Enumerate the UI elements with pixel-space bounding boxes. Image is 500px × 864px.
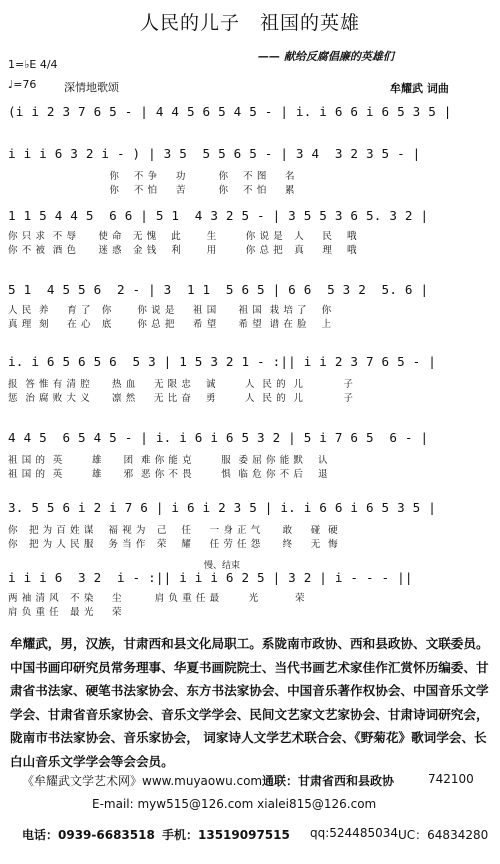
notation-line: i i i 6 3 2 i - :|| i i i 6 2 5 | 3 2 | i - - - || <box>8 570 413 585</box>
lyric-line: 报 答 惟 有 清 腔 热 血 无 限 忠 诚 人 民 的 儿 子 <box>8 379 354 390</box>
lyric-line: 你 不 争 功 你 不 图 名 <box>8 171 296 182</box>
notation-line: (i i 2 3 7 6 5 - | 4 4 5 6 5 4 5 - | i. i 6 6 i 6 5 3 5 | <box>8 104 452 119</box>
lyric-line: 你 把 为 人 民 服 务 当 作 荣 耀 任 劳 任 怨 终 无 悔 <box>8 539 339 550</box>
tempo-marking: ♩=76 <box>8 78 37 91</box>
notation-line: i i i 6 3 2 i - ) | 3 5 5 5 6 5 - | 3 4 3 2 3 5 - | <box>8 146 421 161</box>
notation-line: 3. 5 5 6 i 2 i 7 6 | i 6 i 2 3 5 | i. i 6 6 i 6 5 3 5 | <box>8 500 437 515</box>
page-title: 人民的儿子 祖国的英雄 <box>139 12 360 34</box>
subtitle: —— 献给反腐倡廉的英雄们 <box>258 50 394 63</box>
credits: 牟耀武 词曲 <box>390 82 449 95</box>
notation-line: 4 4 5 6 5 4 5 - | i. i 6 i 6 5 3 2 | 5 i 7 6 5 6 - | <box>8 430 429 445</box>
postcode-text: 742100 <box>428 772 474 786</box>
address-text: 通联：甘肃省西和县政协 <box>262 774 395 788</box>
lyric-line: 你 把 为 百 姓 谋 福 视 为 己 任 一 身 正 气 敢 碰 硬 <box>8 525 339 536</box>
notation-line: i. i 6 5 6 5 6 5 3 | 1 5 3 2 1 - :|| i i 2 3 7 6 5 - | <box>8 354 437 369</box>
lyric-line: 惩 治 腐 败 大 义 凛 然 无 比 奋 勇 人 民 的 儿 子 <box>8 393 354 404</box>
phone-text: 电话：0939-6683518 <box>22 828 155 842</box>
expression-marking: 深情地歌颂 <box>64 81 119 94</box>
key-signature: 1=♭E 4/4 <box>8 58 58 71</box>
qq-text: qq:524485034 <box>310 826 398 840</box>
lyric-line: 肩 负 重 任 最 光 荣 <box>8 607 123 618</box>
lyric-line: 你 不 怕 苦 你 不 怕 累 <box>8 185 296 196</box>
lyric-line: 你 不 被 酒 色 迷 惑 金 钱 利 用 你 总 把 真 理 哦 <box>8 245 358 256</box>
notation-line: 1 1 5 4 4 5 6 6 | 5 1 4 3 2 5 - | 3 5 5 3 6 5. 3 2 | <box>8 208 429 223</box>
website-text: 《牟耀武文学艺术网》www.muyaowu.com <box>22 774 263 788</box>
lyric-line: 两 袖 清 风 不 染 尘 肩 负 重 任 最 光 荣 <box>8 593 306 604</box>
coda-mark: 慢、结束 <box>204 561 241 571</box>
lyric-line: 祖 国 的 英 雄 邪 恶 你 不 畏 惧 临 危 你 不 后 退 <box>8 469 329 480</box>
lyric-line: 你 只 求 不 辱 使 命 无 愧 此 生 你 说 是 人 民 哦 <box>8 231 358 242</box>
lyric-line: 人 民 养 育 了 你 你 说 是 祖 国 祖 国 栽 培 了 你 <box>8 305 332 316</box>
email-text: E-mail: myw515@126.com xialei815@126.com <box>92 797 377 811</box>
lyric-line: 祖 国 的 英 雄 团 难 你 能 克 服 委 屈 你 能 默 认 <box>8 455 329 466</box>
uc-text: UC：64834280 <box>398 828 489 842</box>
bio-paragraph: 牟耀武，男，汉族，甘肃西和县文化局职工。系陇南市政协、西和县政协、文联委员。中国书画印研究员常务理事、华夏书画院院士、当代书画艺术家佳作汇赏怀历编委、甘肃省书法家、硬笔书法家协会、东方书法家协会、中国音乐著作权协会、中国音乐文学学会、甘肃省音乐家协会、音乐文学学会、民间文艺家文艺家协会、甘肃诗词研究会，陇南市书法家协会、音乐家协会， 词家诗人文学艺术联合会、《野菊花》歌词学会、长白山音乐文学学会等会会员。 <box>10 636 489 769</box>
mobile-text: 手机：13519097515 <box>162 828 290 842</box>
notation-line: 5 1 4 5 5 6 2 - | 3 1 1 5 6 5 | 6 6 5 3 2 5. 6 | <box>8 282 429 297</box>
lyric-line: 真 理 刻 在 心 底 你 总 把 希 望 希 望 谱 在 脸 上 <box>8 319 332 330</box>
